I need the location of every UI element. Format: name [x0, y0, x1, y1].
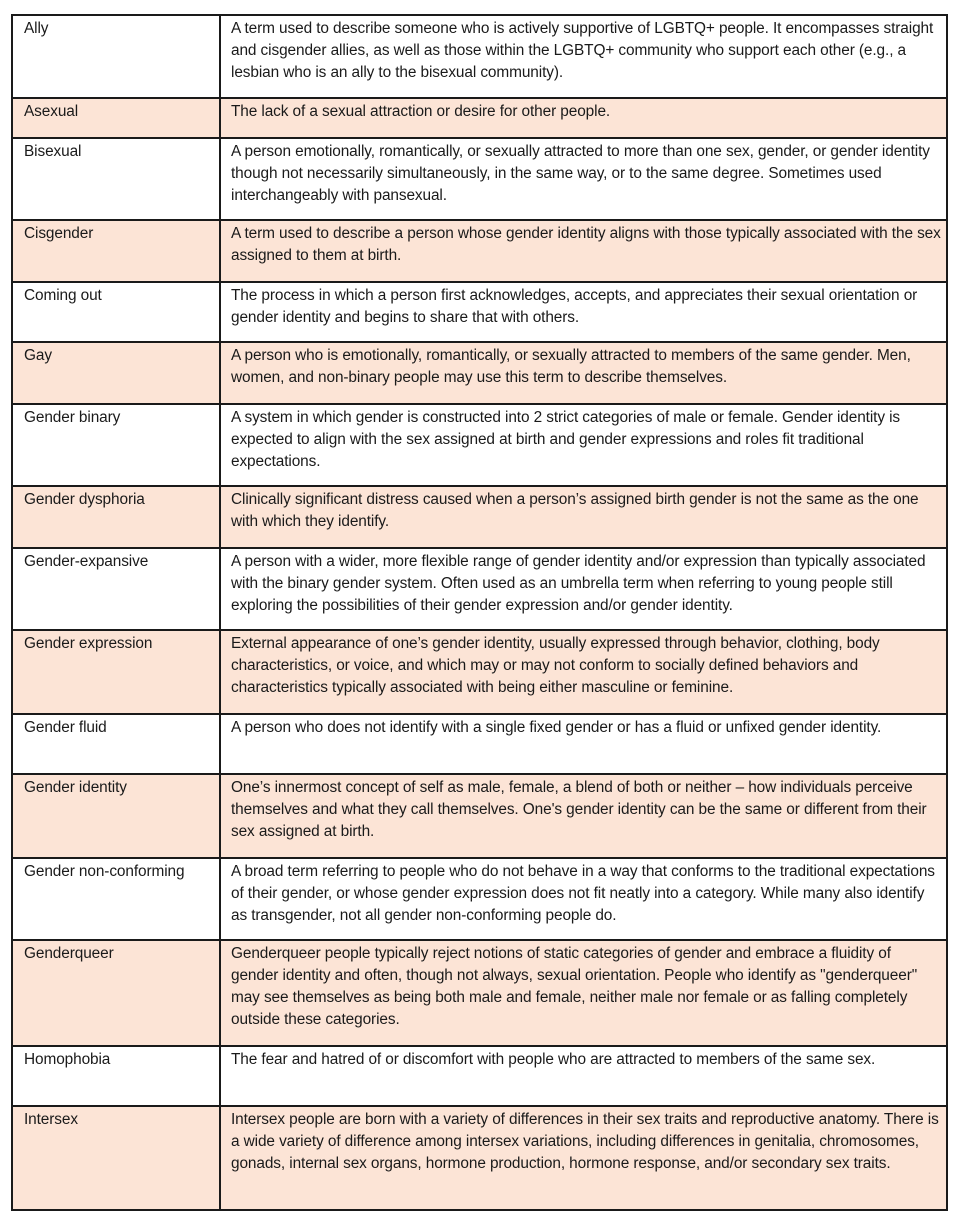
term-cell: Coming out: [12, 282, 220, 342]
term-cell: Bisexual: [12, 138, 220, 220]
definition-cell: The lack of a sexual attraction or desire for other people.: [220, 98, 947, 138]
definition-cell: One’s innermost concept of self as male, female, a blend of both or neither – how individuals perceive themselves and what they call themselves. One's gender identity can be the same or different from their sex assigned at birth.: [220, 774, 947, 858]
term-cell: Cisgender: [12, 220, 220, 282]
definition-cell: A system in which gender is constructed into 2 strict categories of male or female. Gender identity is expected to align with the sex assigned at birth and gender expressions and roles fit traditional expectations.: [220, 404, 947, 486]
definition-cell: Genderqueer people typically reject notions of static categories of gender and embrace a fluidity of gender identity and often, though not always, sexual orientation. People who identify as "genderqueer" may see themselves as being both male and female, neither male nor female or as falling completely outside these categories.: [220, 940, 947, 1046]
term-cell: Gender expression: [12, 630, 220, 714]
table-row: [12, 98, 947, 138]
table-row: [12, 1046, 947, 1106]
table-row: [12, 630, 947, 714]
term-cell: Gender fluid: [12, 714, 220, 774]
definition-cell: A person with a wider, more flexible range of gender identity and/or expression than typically associated with the binary gender system. Often used as an umbrella term when referring to young people still exploring the possibilities of their gender expression and/or gender identity.: [220, 548, 947, 630]
table-row: [12, 714, 947, 774]
term-cell: Homophobia: [12, 1046, 220, 1106]
term-cell: Gender identity: [12, 774, 220, 858]
table-row: [12, 548, 947, 630]
table-row: [12, 486, 947, 548]
definition-cell: The process in which a person first acknowledges, accepts, and appreciates their sexual orientation or gender identity and begins to share that with others.: [220, 282, 947, 342]
term-cell: Gender dysphoria: [12, 486, 220, 548]
term-cell: Intersex: [12, 1106, 220, 1210]
table-row: [12, 15, 947, 98]
definition-cell: A person emotionally, romantically, or sexually attracted to more than one sex, gender, or gender identity though not necessarily simultaneously, in the same way, or to the same degree. Sometimes used interchangeably with pansexual.: [220, 138, 947, 220]
term-cell: Ally: [12, 15, 220, 98]
table-row: [12, 404, 947, 486]
table-row: [12, 342, 947, 404]
definition-cell: A person who does not identify with a single fixed gender or has a fluid or unfixed gender identity.: [220, 714, 947, 774]
definition-cell: A term used to describe someone who is actively supportive of LGBTQ+ people. It encompasses straight and cisgender allies, as well as those within the LGBTQ+ community who support each other (e.g., a lesbian who is an ally to the bisexual community).: [220, 15, 947, 98]
definition-cell: A term used to describe a person whose gender identity aligns with those typically associated with the sex assigned to them at birth.: [220, 220, 947, 282]
definition-cell: External appearance of one’s gender identity, usually expressed through behavior, clothing, body characteristics, or voice, and which may or may not conform to socially defined behaviors and characteristics typically associated with being either masculine or feminine.: [220, 630, 947, 714]
table-row: [12, 858, 947, 940]
table-row: [12, 1106, 947, 1210]
definition-cell: Clinically significant distress caused when a person’s assigned birth gender is not the same as the one with which they identify.: [220, 486, 947, 548]
term-cell: Gender binary: [12, 404, 220, 486]
definition-cell: The fear and hatred of or discomfort with people who are attracted to members of the same sex.: [220, 1046, 947, 1106]
term-cell: Genderqueer: [12, 940, 220, 1046]
definition-cell: A broad term referring to people who do not behave in a way that conforms to the traditional expectations of their gender, or whose gender expression does not fit neatly into a category. While many also identify as transgender, not all gender non-conforming people do.: [220, 858, 947, 940]
term-cell: Gender-expansive: [12, 548, 220, 630]
definition-cell: Intersex people are born with a variety of differences in their sex traits and reproductive anatomy. There is a wide variety of difference among intersex variations, including differences in genitalia, chromosomes, gonads, internal sex organs, hormone production, hormone response, and/or secondary sex traits.: [220, 1106, 947, 1210]
term-cell: Asexual: [12, 98, 220, 138]
table-row: [12, 220, 947, 282]
term-cell: Gay: [12, 342, 220, 404]
term-cell: Gender non-conforming: [12, 858, 220, 940]
table-row: [12, 282, 947, 342]
table-row: [12, 774, 947, 858]
glossary-table: [11, 14, 948, 1211]
table-row: [12, 138, 947, 220]
table-row: [12, 940, 947, 1046]
definition-cell: A person who is emotionally, romantically, or sexually attracted to members of the same gender. Men, women, and non-binary people may use this term to describe themselves.: [220, 342, 947, 404]
